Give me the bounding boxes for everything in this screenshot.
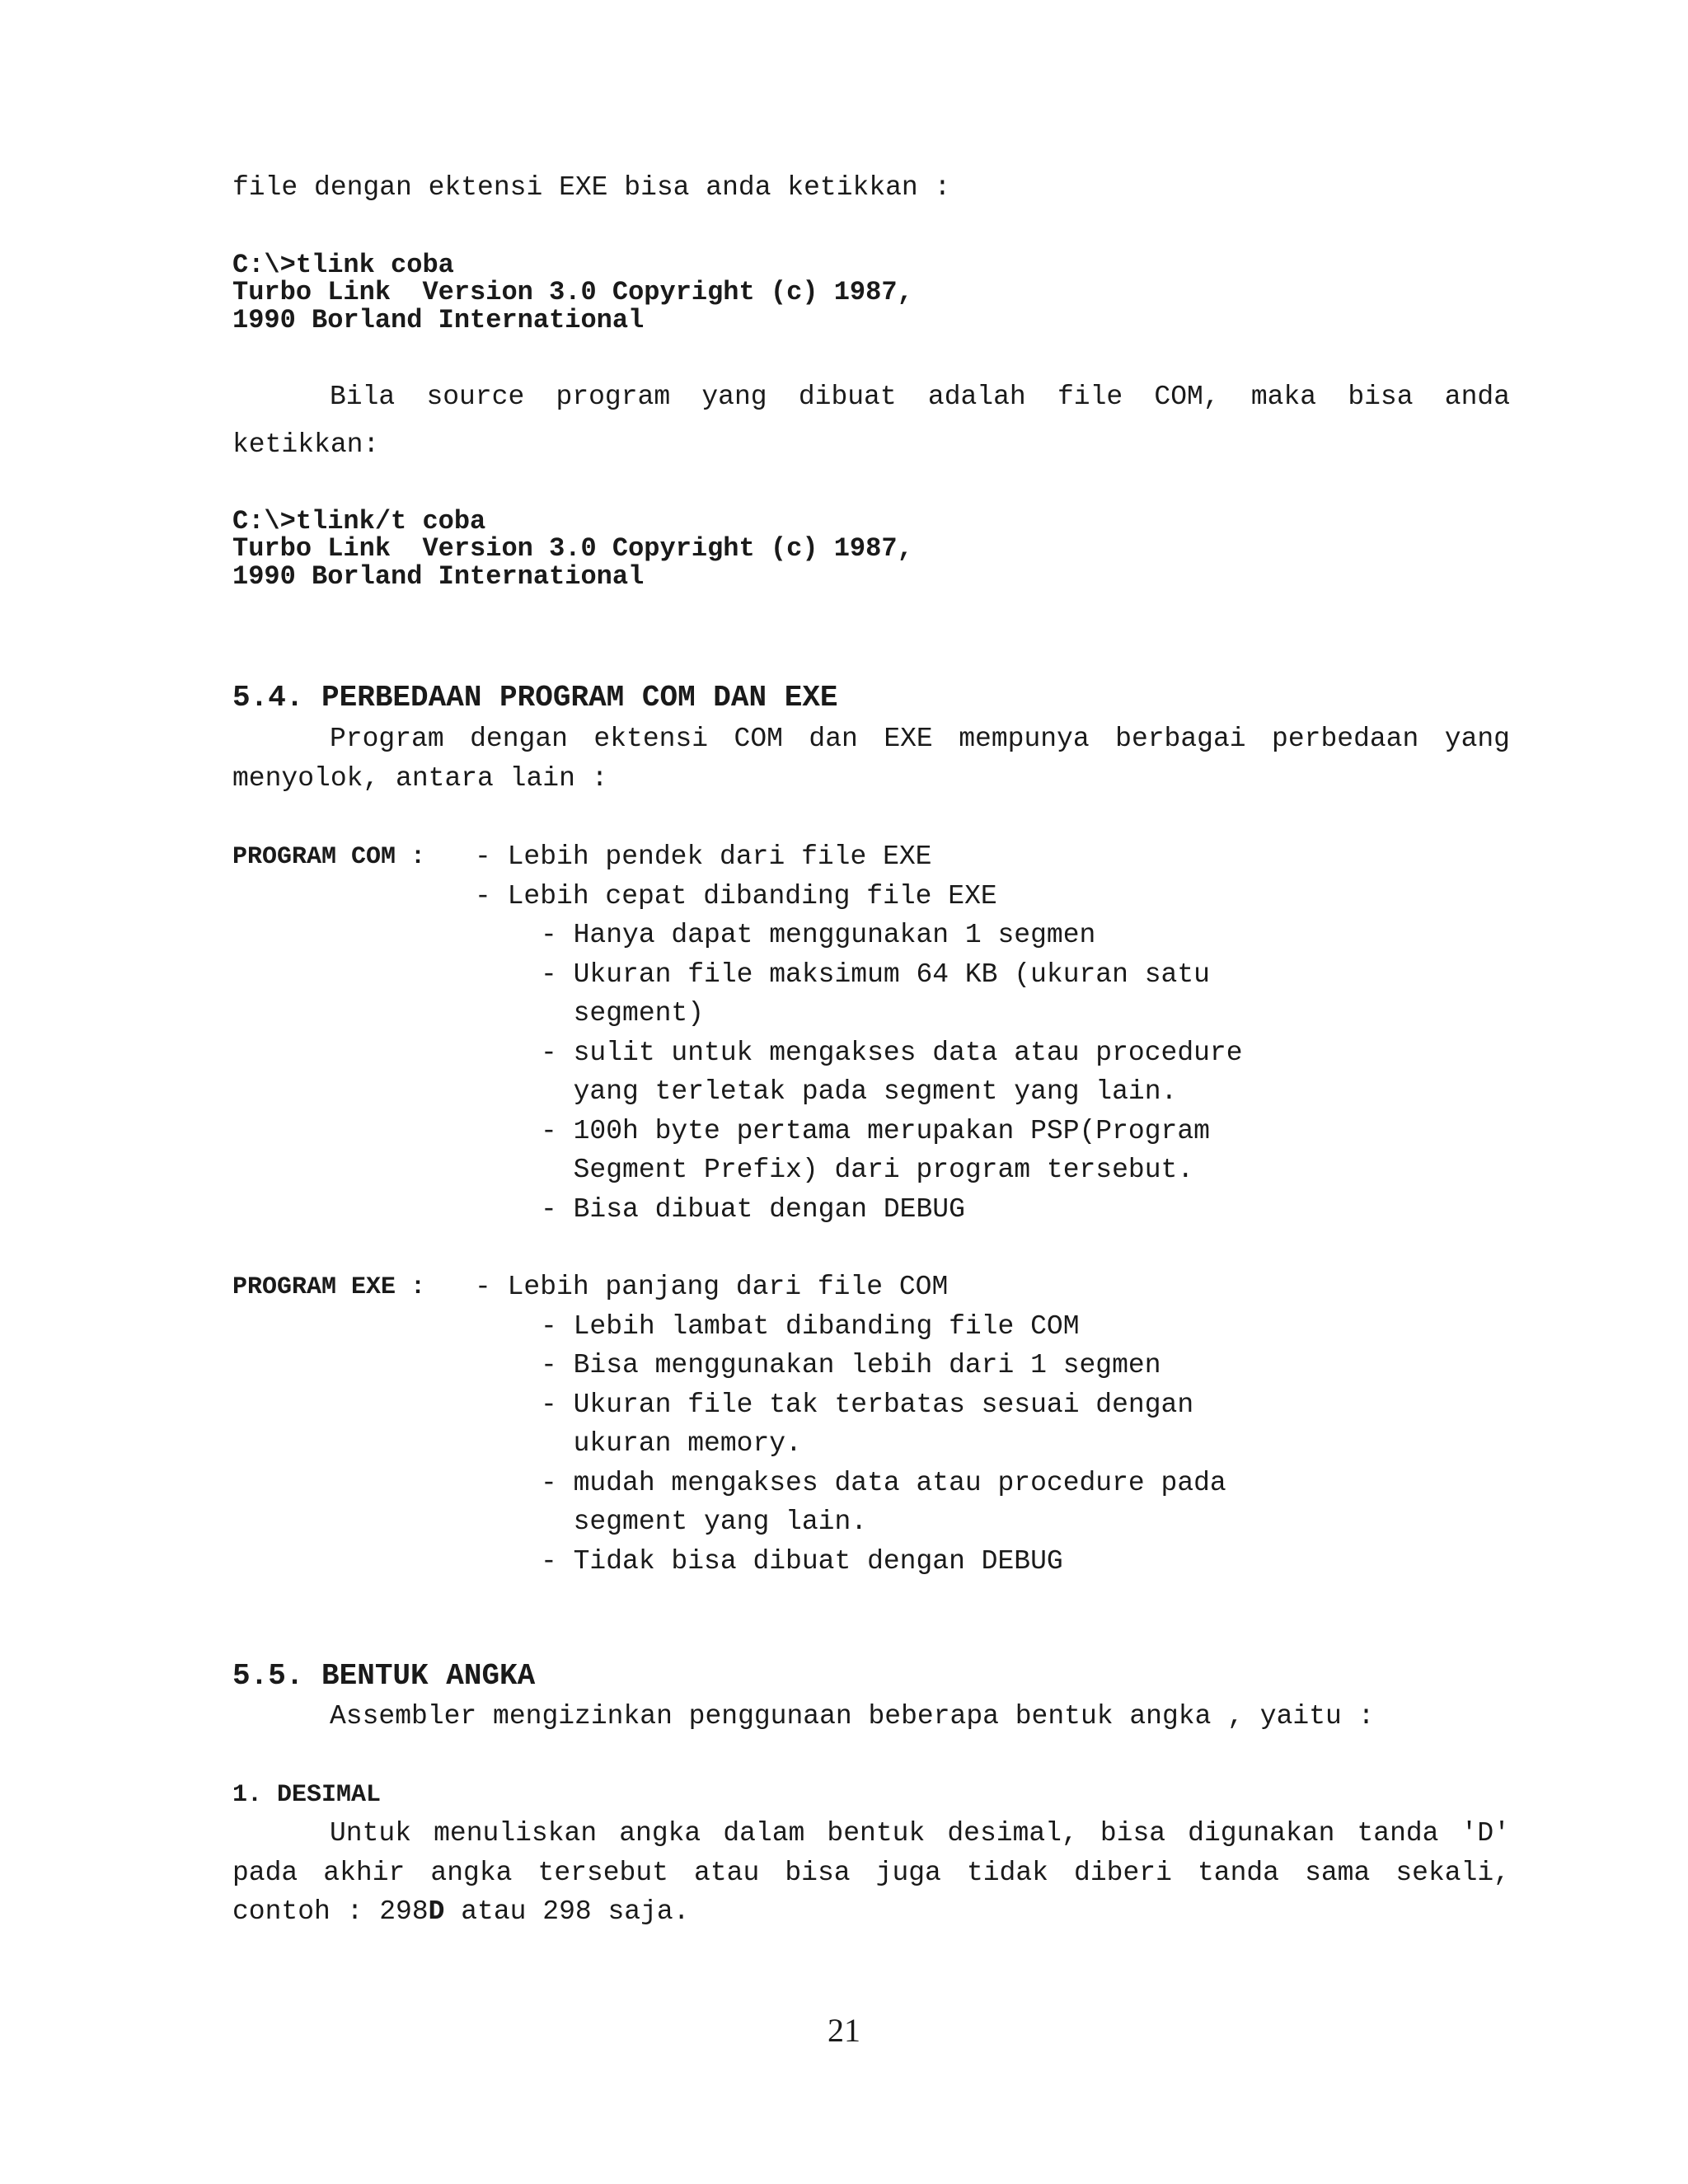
list-item: yang terletak pada segment yang lain. — [541, 1076, 1178, 1107]
desimal-text: Untuk menuliskan angka dalam bentuk desimal, bisa digunakan tanda 'D' — [330, 1818, 1510, 1849]
section-heading-5-5: 5.5. BENTUK ANGKA — [232, 1659, 536, 1693]
list-item: - Bisa menggunakan lebih dari 1 segmen — [541, 1350, 1161, 1380]
list-item: - Bisa dibuat dengan DEBUG — [541, 1194, 965, 1225]
sec54-para-text: Program dengan ektensi COM dan EXE mempunya berbagai perbedaan yang — [330, 724, 1510, 754]
list-item: Segment Prefix) dari program tersebut. — [541, 1155, 1194, 1185]
intro-line: file dengan ektensi EXE bisa anda ketikkan : — [232, 172, 951, 203]
list-item: - mudah mengakses data atau procedure pada — [541, 1468, 1226, 1498]
para-com-text: Bila source program yang dibuat adalah file COM, maka bisa anda — [330, 382, 1510, 412]
list-item: - 100h byte pertama merupakan PSP(Program — [541, 1116, 1210, 1146]
desimal-example-prefix: contoh : 298 — [232, 1896, 429, 1927]
code-line-version-2: Turbo Link Version 3.0 Copyright (c) 1987, — [232, 533, 913, 564]
desimal-heading: 1. DESIMAL — [232, 1781, 382, 1809]
sec55-para — [232, 1697, 1510, 1736]
desimal-line2: pada akhir angka tersebut atau bisa juga tidak diberi tanda sama sekali, — [232, 1858, 1510, 1888]
code-line-borland-2: 1990 Borland International — [232, 561, 645, 592]
sec54-para-line2: menyolok, antara lain : — [232, 763, 608, 794]
list-item: segment yang lain. — [541, 1507, 868, 1537]
list-item: - Ukuran file tak terbatas sesuai dengan — [541, 1390, 1194, 1420]
desimal-line1 — [232, 1814, 1510, 1854]
program-exe-label: PROGRAM EXE : — [232, 1273, 426, 1301]
code-line-version: Turbo Link Version 3.0 Copyright (c) 1987, — [232, 277, 913, 307]
desimal-line3 — [232, 1892, 1510, 1932]
code-line-borland: 1990 Borland International — [232, 305, 645, 335]
list-item: - Lebih lambat dibanding file COM — [541, 1311, 1080, 1342]
para-com-line1 — [232, 377, 1510, 417]
list-item: - sulit untuk mengakses data atau procedure — [541, 1038, 1243, 1068]
sec55-para-text: Assembler mengizinkan penggunaan beberapa bentuk angka , yaitu : — [330, 1701, 1375, 1732]
list-item: - Lebih cepat dibanding file EXE — [475, 881, 997, 912]
list-item: - Tidak bisa dibuat dengan DEBUG — [541, 1546, 1063, 1577]
page-number: 21 — [828, 2012, 860, 2049]
list-item: - Hanya dapat menggunakan 1 segmen — [541, 920, 1096, 950]
list-item: - Ukuran file maksimum 64 KB (ukuran satu — [541, 959, 1210, 990]
para-com-line2: ketikkan: — [232, 429, 380, 460]
program-com-label: PROGRAM COM : — [232, 843, 426, 871]
list-item: ukuran memory. — [541, 1428, 802, 1459]
desimal-example-suffix-d: D — [428, 1896, 445, 1927]
list-item: - Lebih pendek dari file EXE — [475, 841, 932, 872]
list-item: - Lebih panjang dari file COM — [475, 1272, 949, 1302]
list-item: segment) — [541, 998, 705, 1029]
section-heading-5-4: 5.4. PERBEDAAN PROGRAM COM DAN EXE — [232, 681, 838, 715]
code-line-tlink: C:\>tlink coba — [232, 250, 454, 280]
sec54-para-line1 — [232, 719, 1510, 759]
desimal-example-rest: atau 298 saja. — [444, 1896, 690, 1927]
code-line-tlink-t: C:\>tlink/t coba — [232, 506, 486, 537]
